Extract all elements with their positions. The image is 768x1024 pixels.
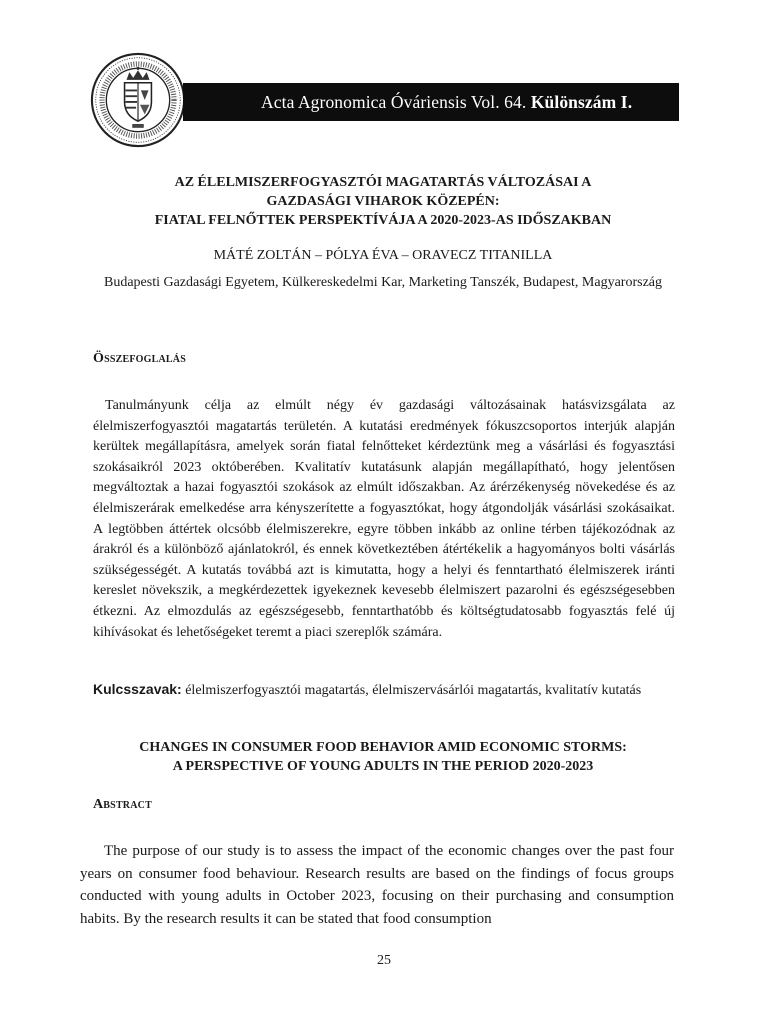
hungarian-title-line: AZ ÉLELMISZERFOGYASZTÓI MAGATARTÁS VÁLTOZÁSAI A [174, 175, 592, 190]
hungarian-title-line: GAZDASÁGI VIHAROK KÖZEPÉN: [266, 194, 500, 209]
english-title-line: A PERSPECTIVE OF YOUNG ADULTS IN THE PERIOD 2020-2023 [172, 759, 594, 774]
hungarian-abstract: Tanulmányunk célja az elmúlt négy év gazdasági változásainak hatásvizsgálata az élelmiszerfogyasztói magatartás területén. A kutatási eredmények fókuszcsoportos interjúk alapján kerültek megállapításra, amelyek során fiatal felnőtteket kérdeztünk meg a vásárlási és fogyasztási szokásaikról 2023 októberében. Kvalitatív kutatásunk alapján megállapítható, hogy jelentősen megváltoztak a hazai fogyasztói szokások az elmúlt időszakban. Az árérzékenység növekedése és az élelmiszerárak emelkedése arra kényszerítette a fogyasztókat, hogy átgondolják vásárlási szokásaikat. A legtöbben áttértek olcsóbb élelmiszerekre, egyre többen inkább az online térben tájékozódnak az árakról és a különböző ajánlatokról, és ennek következtében átértékelik a hagyományos bolti vásárlás szükségességét. A kutatás továbbá azt is kimutatta, hogy a helyi és fenntartható élelmiszerek iránti kereslet növekszik, a megkérdezettek igyekeznek kevesebb élelmiszert pazarolni és egészségesebben étkezni. Az elmozdulás az egészségesebb, fenntarthatóbb és költségtudatosabb fogyasztás felé új kihívásokat és lehetőségeket teremt a piaci szereplők számára. [93, 398, 675, 640]
hungarian-title-line: FIATAL FELNŐTTEK PERSPEKTÍVÁJA A 2020-2023-AS IDŐSZAKBAN [154, 213, 612, 228]
page-number: 25 [377, 953, 391, 968]
hungarian-title [80, 173, 686, 230]
english-title-line: CHANGES IN CONSUMER FOOD BEHAVIOR AMID ECONOMIC STORMS: [139, 740, 627, 755]
keywords [93, 679, 675, 701]
affiliation: Budapesti Gazdasági Egyetem, Külkereskedelmi Kar, Marketing Tanszék, Budapest, Magyarország [103, 275, 663, 290]
journal-name: Acta Agronomica Óváriensis Vol. 64. [261, 92, 527, 112]
keywords-label: Kulcsszavak: [93, 681, 182, 697]
authors: MÁTÉ ZOLTÁN – PÓLYA ÉVA – ORAVECZ TITANILLA [213, 248, 553, 263]
keywords-list: élelmiszerfogyasztói magatartás, élelmiszervásárlói magatartás, kvalitatív kutatás [181, 683, 642, 698]
english-title [80, 738, 686, 776]
university-seal-logo [90, 52, 186, 148]
hungarian-abstract-heading: Összefoglalás [93, 351, 186, 366]
journal-header-bar [183, 83, 679, 121]
english-abstract: The purpose of our study is to assess the impact of the economic changes over the past four years on consumer food behaviour. Research results are based on the findings of focus groups conducted with young adults in October 2023, focusing on their purchasing and consumption habits. By the research results it can be stated that food consumption [80, 843, 674, 927]
english-abstract-heading: Abstract [93, 797, 152, 812]
journal-issue: Különszám I. [530, 92, 633, 112]
